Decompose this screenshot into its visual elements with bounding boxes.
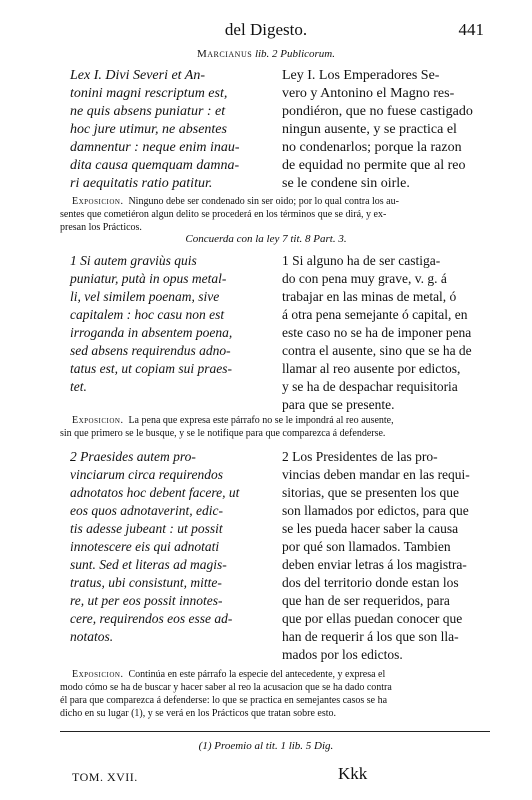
lex1-latin-column xyxy=(70,67,270,193)
text-line: mados por los edictos. xyxy=(282,647,403,662)
text-line: li, vel similem poenam, sive xyxy=(70,289,220,304)
para2-latin-column xyxy=(70,448,270,646)
text-line: de equidad no permite que al reo xyxy=(282,158,466,173)
text-line: y se ha de despachar requisitoria xyxy=(282,379,458,394)
concordance-note: Concuerda con la ley 7 tit. 8 Part. 3. xyxy=(185,233,347,245)
exposition-text: Continúa en este párrafo la especie del antecedente, y expresa el xyxy=(128,669,386,680)
gathering-signature: Kkk xyxy=(338,764,368,783)
running-head-title: del Digesto. xyxy=(224,20,308,39)
exposition-text: Ninguno debe ser condenado sin ser oido; por lo qual contra los au- xyxy=(128,196,399,207)
source-attribution xyxy=(0,48,532,60)
lex1-spanish-column xyxy=(282,67,487,193)
para2-spanish-column xyxy=(282,448,487,664)
exposition-line xyxy=(60,681,490,694)
author-name: Marcianus xyxy=(197,48,253,60)
text-line: que por ellas puedan conocer que xyxy=(282,611,463,626)
text-line: contra el ausente, sino que se ha de xyxy=(282,343,472,358)
text-line: hoc jure utimur, ne absentes xyxy=(70,122,227,137)
text-line: por qué son llamados. Tambien xyxy=(282,539,451,554)
text-line: que han de ser requeridos, para xyxy=(282,593,450,608)
text-line: Ley I. Los Emperadores Se- xyxy=(282,68,440,83)
exposition-line xyxy=(60,195,490,208)
exposition-label: Exposicion. xyxy=(72,415,124,426)
exposition-text: presan los Prácticos. xyxy=(60,222,142,233)
text-line: notatos. xyxy=(70,629,114,644)
exposition-label: Exposicion. xyxy=(72,196,124,207)
text-line: pondiéron, que no fuese castigado xyxy=(282,104,473,119)
text-line: trabajar en las minas de metal, ó xyxy=(282,289,457,304)
page-number: 441 xyxy=(458,20,484,39)
exposition-text: dicho en su lugar (1), y se verá en los Prácticos que tratan sobre esto. xyxy=(60,708,337,719)
text-line: tratus, ubi consistunt, mitte- xyxy=(70,575,222,590)
text-line: puniatur, putà in opus metal- xyxy=(70,271,227,286)
text-line: tis adesse jubeant : ut possit xyxy=(70,521,223,536)
text-line: sunt. Sed et literas ad magis- xyxy=(70,557,227,572)
para1-spanish-column xyxy=(282,252,487,414)
text-line: irroganda in absentem poena, xyxy=(70,325,233,340)
text-line: 2 Los Presidentes de las pro- xyxy=(282,449,438,464)
text-line: eos quos adnotaverint, edic- xyxy=(70,503,223,518)
exposition-line xyxy=(60,707,490,720)
text-line: 2 Praesides autem pro- xyxy=(70,449,196,464)
text-line: sitorias, que se presenten los que xyxy=(282,485,459,500)
text-line: son llamados por edictos, para que xyxy=(282,503,469,518)
exposition-text: La pena que expresa este párrafo no se le impondrá al reo ausente, xyxy=(128,415,394,426)
text-line: Lex I. Divi Severi et An- xyxy=(70,68,206,83)
text-line: 1 Si autem graviùs quis xyxy=(70,253,197,268)
text-line: para que se presente. xyxy=(282,397,395,412)
exposition-2 xyxy=(60,414,490,440)
text-line: no condenarlos; porque la razon xyxy=(282,140,462,155)
text-line: tet. xyxy=(70,379,87,394)
text-line: se le condene sin oirle. xyxy=(282,176,410,191)
exposition-text: él para que comparezca á defenderse: lo que se practica en semejantes casos se ha xyxy=(60,695,388,706)
exposition-text: sentes que cometiéron algun delito se procederá en los términos que se dirá, y ex- xyxy=(60,209,387,220)
exposition-line xyxy=(60,694,490,707)
text-line: han de requerir á los que son lla- xyxy=(282,629,459,644)
exposition-1 xyxy=(60,195,490,234)
text-line: se les pueda hacer saber la causa xyxy=(282,521,459,536)
footnote: (1) Proemio al tit. 1 lib. 5 Dig. xyxy=(198,740,334,752)
text-line: adnotatos hoc debent facere, ut xyxy=(70,485,240,500)
text-line: á otra pena semejante ó capital, en xyxy=(282,307,468,322)
text-line: vinciarum circa requirendos xyxy=(70,467,223,482)
text-line: vero y Antonino el Magno res- xyxy=(282,86,455,101)
exposition-line xyxy=(60,414,490,427)
exposition-text: sin que primero se le busque, y se le notifique para que comparezca á defenderse. xyxy=(60,428,386,439)
exposition-label: Exposicion. xyxy=(72,669,124,680)
text-line: este caso no se ha de imponer pena xyxy=(282,325,472,340)
text-line: ningun ausente, y se practica el xyxy=(282,122,457,137)
text-line: dos del territorio donde estan los xyxy=(282,575,459,590)
text-line: llamar al reo ausente por edictos, xyxy=(282,361,461,376)
text-line: damnentur : neque enim inau- xyxy=(70,140,240,155)
text-line: sed absens requirendus adno- xyxy=(70,343,231,358)
volume-label: TOM. XVII. xyxy=(72,770,138,784)
text-line: ri aequitatis ratio patitur. xyxy=(70,176,213,191)
text-line: innotescere eis qui adnotati xyxy=(70,539,220,554)
text-line: 1 Si alguno ha de ser castiga- xyxy=(282,253,441,268)
text-line: deben enviar letras á los magistra- xyxy=(282,557,467,572)
exposition-line xyxy=(60,208,490,221)
exposition-text: modo cómo se ha de buscar y hacer saber al reo la acusacion que se ha dado contra xyxy=(60,682,392,693)
text-line: tatus est, ut copiam sui praes- xyxy=(70,361,232,376)
exposition-line xyxy=(60,427,490,440)
para1-latin-column xyxy=(70,252,270,396)
text-line: do con pena muy grave, v. g. á xyxy=(282,271,447,286)
text-line: cere, requirendos eos esse ad- xyxy=(70,611,233,626)
exposition-line xyxy=(60,668,490,681)
text-line: re, ut per eos possit innotes- xyxy=(70,593,223,608)
footnote-rule xyxy=(60,731,490,732)
text-line: tonini magni rescriptum est, xyxy=(70,86,228,101)
text-line: dita causa quemquam damna- xyxy=(70,158,240,173)
text-line: ne quis absens puniatur : et xyxy=(70,104,226,119)
text-line: vincias deben mandar en las requi- xyxy=(282,467,470,482)
text-line: capitalem : hoc casu non est xyxy=(70,307,225,322)
source-reference: lib. 2 Publicorum. xyxy=(254,48,335,60)
exposition-3 xyxy=(60,668,490,720)
